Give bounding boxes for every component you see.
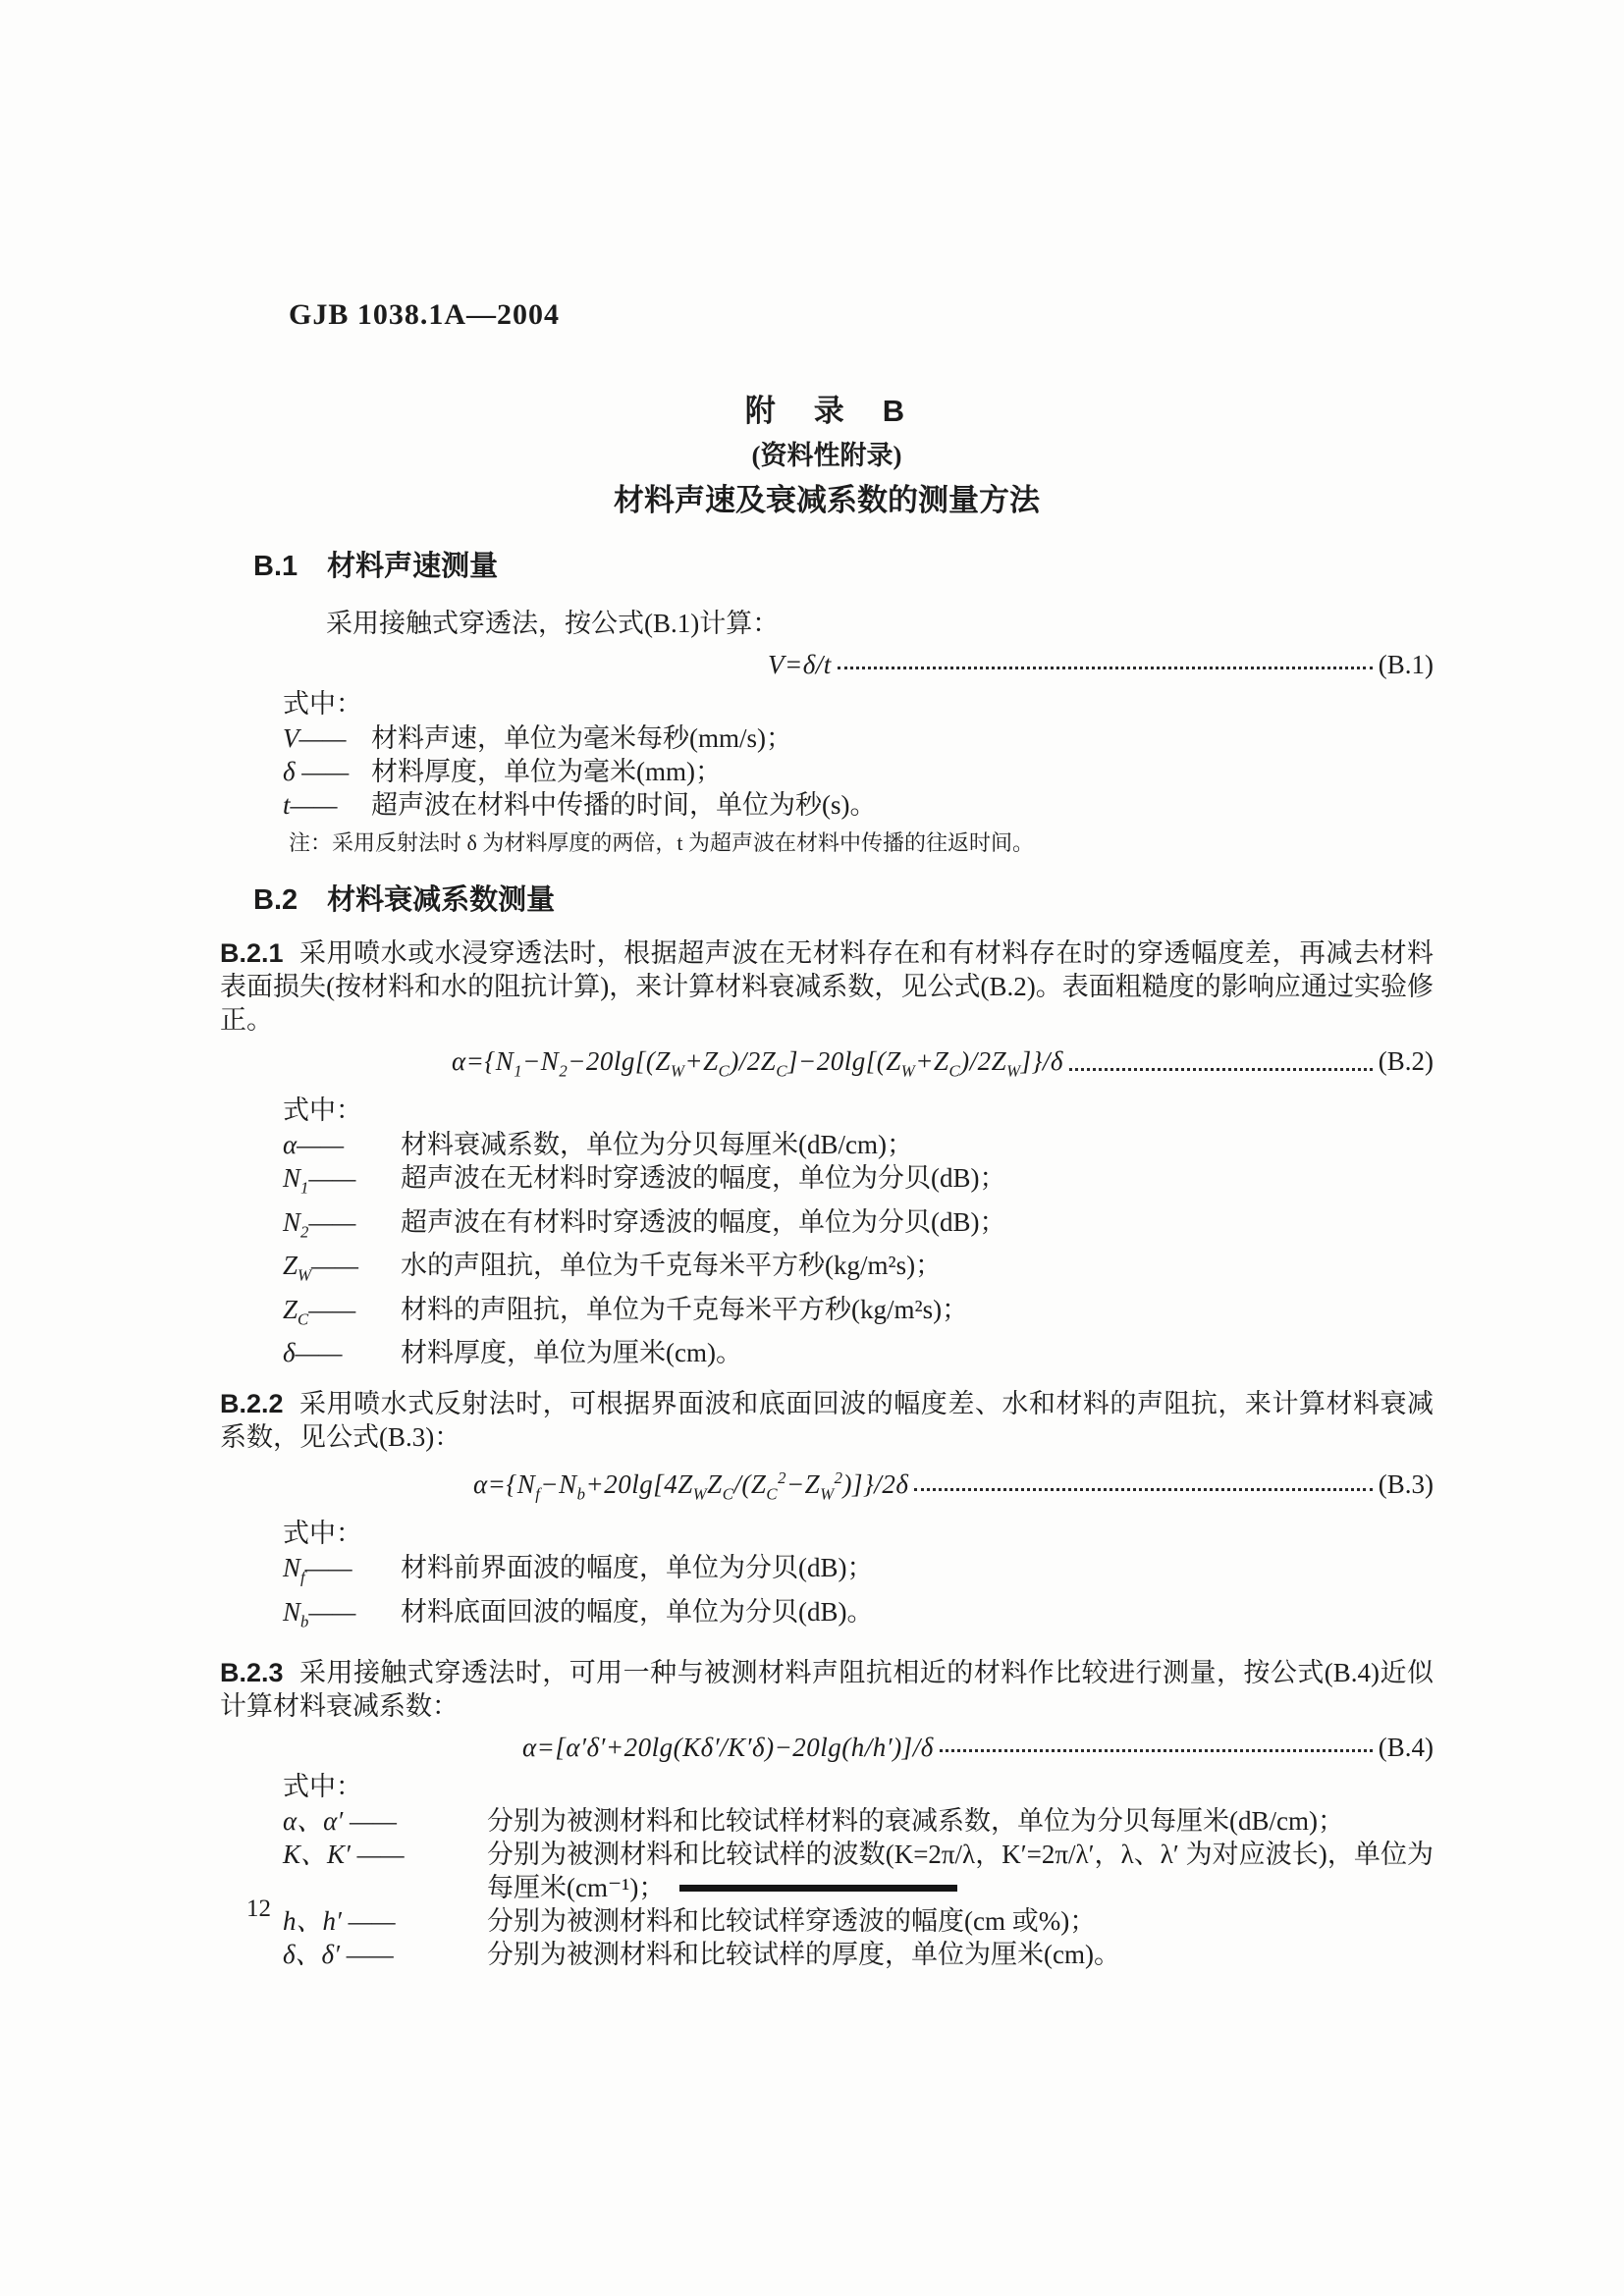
b21-definition-list bbox=[283, 1128, 1434, 1369]
section-b2-number: B.2 bbox=[253, 884, 298, 916]
definition-desc: 材料衰减系数，单位为分贝每厘米(dB/cm)； bbox=[401, 1130, 913, 1160]
b22-definition-list bbox=[283, 1551, 1434, 1638]
clause-b23-text: 采用接触式穿透法时，可用一种与被测材料声阻抗相近的材料作比较进行测量，按公式(B.4)近似计算材料衰减系数： bbox=[220, 1658, 1434, 1722]
definition-term: α、α′ —— bbox=[283, 1806, 398, 1837]
appendix-label: 附 录 B bbox=[744, 394, 909, 428]
b1-where-label: 式中： bbox=[283, 689, 362, 719]
clause-b22-number: B.2.2 bbox=[220, 1388, 284, 1418]
definition-desc: 超声波在无材料时穿透波的幅度，单位为分贝(dB)； bbox=[401, 1163, 1006, 1194]
definition-desc: 材料底面回波的幅度，单位为分贝(dB)。 bbox=[401, 1596, 874, 1627]
definition-term: α—— bbox=[283, 1130, 345, 1160]
definition-item bbox=[283, 721, 1434, 755]
dot-leader bbox=[914, 1488, 1372, 1491]
equation-b3-label: (B.3) bbox=[1378, 1468, 1434, 1499]
clause-b23-paragraph bbox=[220, 1656, 1434, 1723]
b22-where-label: 式中： bbox=[283, 1519, 362, 1549]
definition-item bbox=[283, 1838, 1434, 1904]
page-content bbox=[220, 294, 1434, 1971]
definition-term: $N_f——$ bbox=[283, 1553, 352, 1587]
b21-where-label: 式中： bbox=[283, 1095, 362, 1126]
equation-b4-formula: α=[α′δ′+20lg(Kδ′/K′δ)−20lg(h/h′)]/δ bbox=[522, 1733, 934, 1763]
dot-leader bbox=[1069, 1068, 1373, 1071]
dot-leader bbox=[940, 1749, 1373, 1752]
section-b1-heading bbox=[253, 548, 1434, 585]
clause-b22-text: 采用喷水式反射法时，可根据界面波和底面回波的幅度差、水和材料的声阻抗，来计算材料衰减系数，见公式(B.3)： bbox=[220, 1388, 1434, 1452]
definition-desc: 材料厚度，单位为毫米(mm)； bbox=[371, 757, 722, 786]
section-b1-number: B.1 bbox=[253, 551, 298, 582]
equation-b1-formula: V=δ/t bbox=[768, 650, 832, 679]
equation-b1 bbox=[768, 646, 1434, 683]
definition-item bbox=[283, 788, 1434, 822]
b1-definition-list bbox=[283, 721, 1434, 822]
definition-item bbox=[283, 1128, 1434, 1161]
definition-desc: 材料声速，单位为毫米每秒(mm/s)； bbox=[371, 723, 792, 753]
page-number: 12 bbox=[246, 1896, 271, 1922]
definition-item bbox=[283, 1205, 1434, 1249]
equation-b4-label: (B.4) bbox=[1378, 1733, 1434, 1763]
appendix-title: 材料声速及衰减系数的测量方法 bbox=[614, 483, 1040, 517]
section-b2-title: 材料衰减系数测量 bbox=[327, 884, 556, 916]
definition-item bbox=[283, 1804, 1434, 1838]
section-b1-title: 材料声速测量 bbox=[327, 551, 499, 582]
equation-b4 bbox=[522, 1729, 1434, 1766]
definition-term: δ —— bbox=[283, 757, 350, 786]
equation-b3 bbox=[473, 1460, 1434, 1513]
equation-b2 bbox=[452, 1042, 1434, 1090]
definition-term: δ—— bbox=[283, 1337, 343, 1367]
b23-where-label: 式中： bbox=[283, 1772, 362, 1802]
definition-desc: 水的声阻抗，单位为千克每米平方秒(kg/m²s)； bbox=[401, 1251, 943, 1281]
clause-b22-paragraph bbox=[220, 1387, 1434, 1454]
definition-desc: 分别为被测材料和比较试样穿透波的幅度(cm 或%)； bbox=[487, 1906, 1097, 1937]
definition-item bbox=[283, 1938, 1434, 1971]
clause-b21-paragraph bbox=[220, 936, 1434, 1037]
definition-desc: 超声波在材料中传播的时间，单位为秒(s)。 bbox=[371, 790, 877, 820]
definition-term: K、K′ —— bbox=[283, 1840, 405, 1870]
definition-desc: 材料的声阻抗，单位为千克每米平方秒(kg/m²s)； bbox=[401, 1294, 969, 1324]
appendix-title-block bbox=[220, 389, 1434, 524]
definition-term: δ、δ′ —— bbox=[283, 1940, 394, 1970]
definition-item bbox=[283, 1336, 1434, 1369]
clause-b23-number: B.2.3 bbox=[220, 1658, 284, 1688]
definition-term: $Z_W——$ bbox=[283, 1251, 358, 1285]
definition-term: $N_2——$ bbox=[283, 1206, 356, 1242]
dot-leader bbox=[838, 667, 1373, 669]
definition-term: $N_b——$ bbox=[283, 1596, 356, 1631]
definition-term: h、h′ —— bbox=[283, 1906, 396, 1937]
definition-desc: 分别为被测材料和比较试样材料的衰减系数，单位为分贝每厘米(dB/cm)； bbox=[487, 1806, 1344, 1837]
definition-item bbox=[283, 1904, 1434, 1938]
equation-b3-formula: $\alpha=\{N_f-N_b+20\lg[4Z_WZ_C/(Z_C^2-Z_W^2)]\}/2\delta$ bbox=[473, 1468, 909, 1504]
definition-term: $N_1——$ bbox=[283, 1163, 356, 1198]
equation-b2-label: (B.2) bbox=[1378, 1046, 1434, 1076]
definition-desc: 分别为被测材料和比较试样的厚度，单位为厘米(cm)。 bbox=[487, 1940, 1120, 1970]
standard-number: GJB 1038.1A—2004 bbox=[289, 298, 561, 331]
clause-b21-text: 采用喷水或水浸穿透法时，根据超声波在无材料存在和有材料存在时的穿透幅度差，再减去材料表面损失(按材料和水的阻抗计算)，来计算材料衰减系数，见公式(B.2)。表面粗糙度的影响应通过实验修正。 bbox=[220, 938, 1434, 1035]
b1-note: 注：采用反射法时 δ 为材料厚度的两倍，t 为超声波在材料中传播的往返时间。 bbox=[289, 830, 1034, 855]
definition-term: t—— bbox=[283, 790, 338, 820]
equation-b1-label: (B.1) bbox=[1378, 650, 1434, 679]
definition-desc: 超声波在有材料时穿透波的幅度，单位为分贝(dB)； bbox=[401, 1206, 1006, 1237]
section-b2-heading bbox=[253, 881, 1434, 919]
definition-item bbox=[283, 1249, 1434, 1292]
clause-b21-number: B.2.1 bbox=[220, 938, 284, 968]
definition-desc: 材料前界面波的幅度，单位为分贝(dB)； bbox=[401, 1553, 874, 1583]
b1-intro-paragraph: 采用接触式穿透法，按公式(B.1)计算： bbox=[326, 609, 780, 638]
definition-item bbox=[283, 1595, 1434, 1638]
definition-desc: 分别为被测材料和比较试样的波数(K=2π/λ，K′=2π/λ′，λ、λ′ 为对应波长)，单位为每厘米(cm⁻¹)； bbox=[487, 1840, 1434, 1903]
definition-item bbox=[283, 1293, 1434, 1336]
definition-desc: 材料厚度，单位为厘米(cm)。 bbox=[401, 1337, 742, 1367]
definition-item bbox=[283, 1551, 1434, 1594]
definition-item bbox=[283, 755, 1434, 788]
appendix-type: (资料性附录) bbox=[751, 441, 902, 470]
definition-term: V—— bbox=[283, 723, 347, 753]
definition-item bbox=[283, 1161, 1434, 1204]
equation-b2-formula: $\alpha=\{N_1-N_2-20\lg[(Z_W+Z_C)/2Z_C]-20\lg[(Z_W+Z_C)/2Z_W]\}/\delta$ bbox=[452, 1046, 1063, 1081]
definition-term: $Z_C——$ bbox=[283, 1294, 356, 1328]
footer-rule bbox=[679, 1885, 957, 1892]
